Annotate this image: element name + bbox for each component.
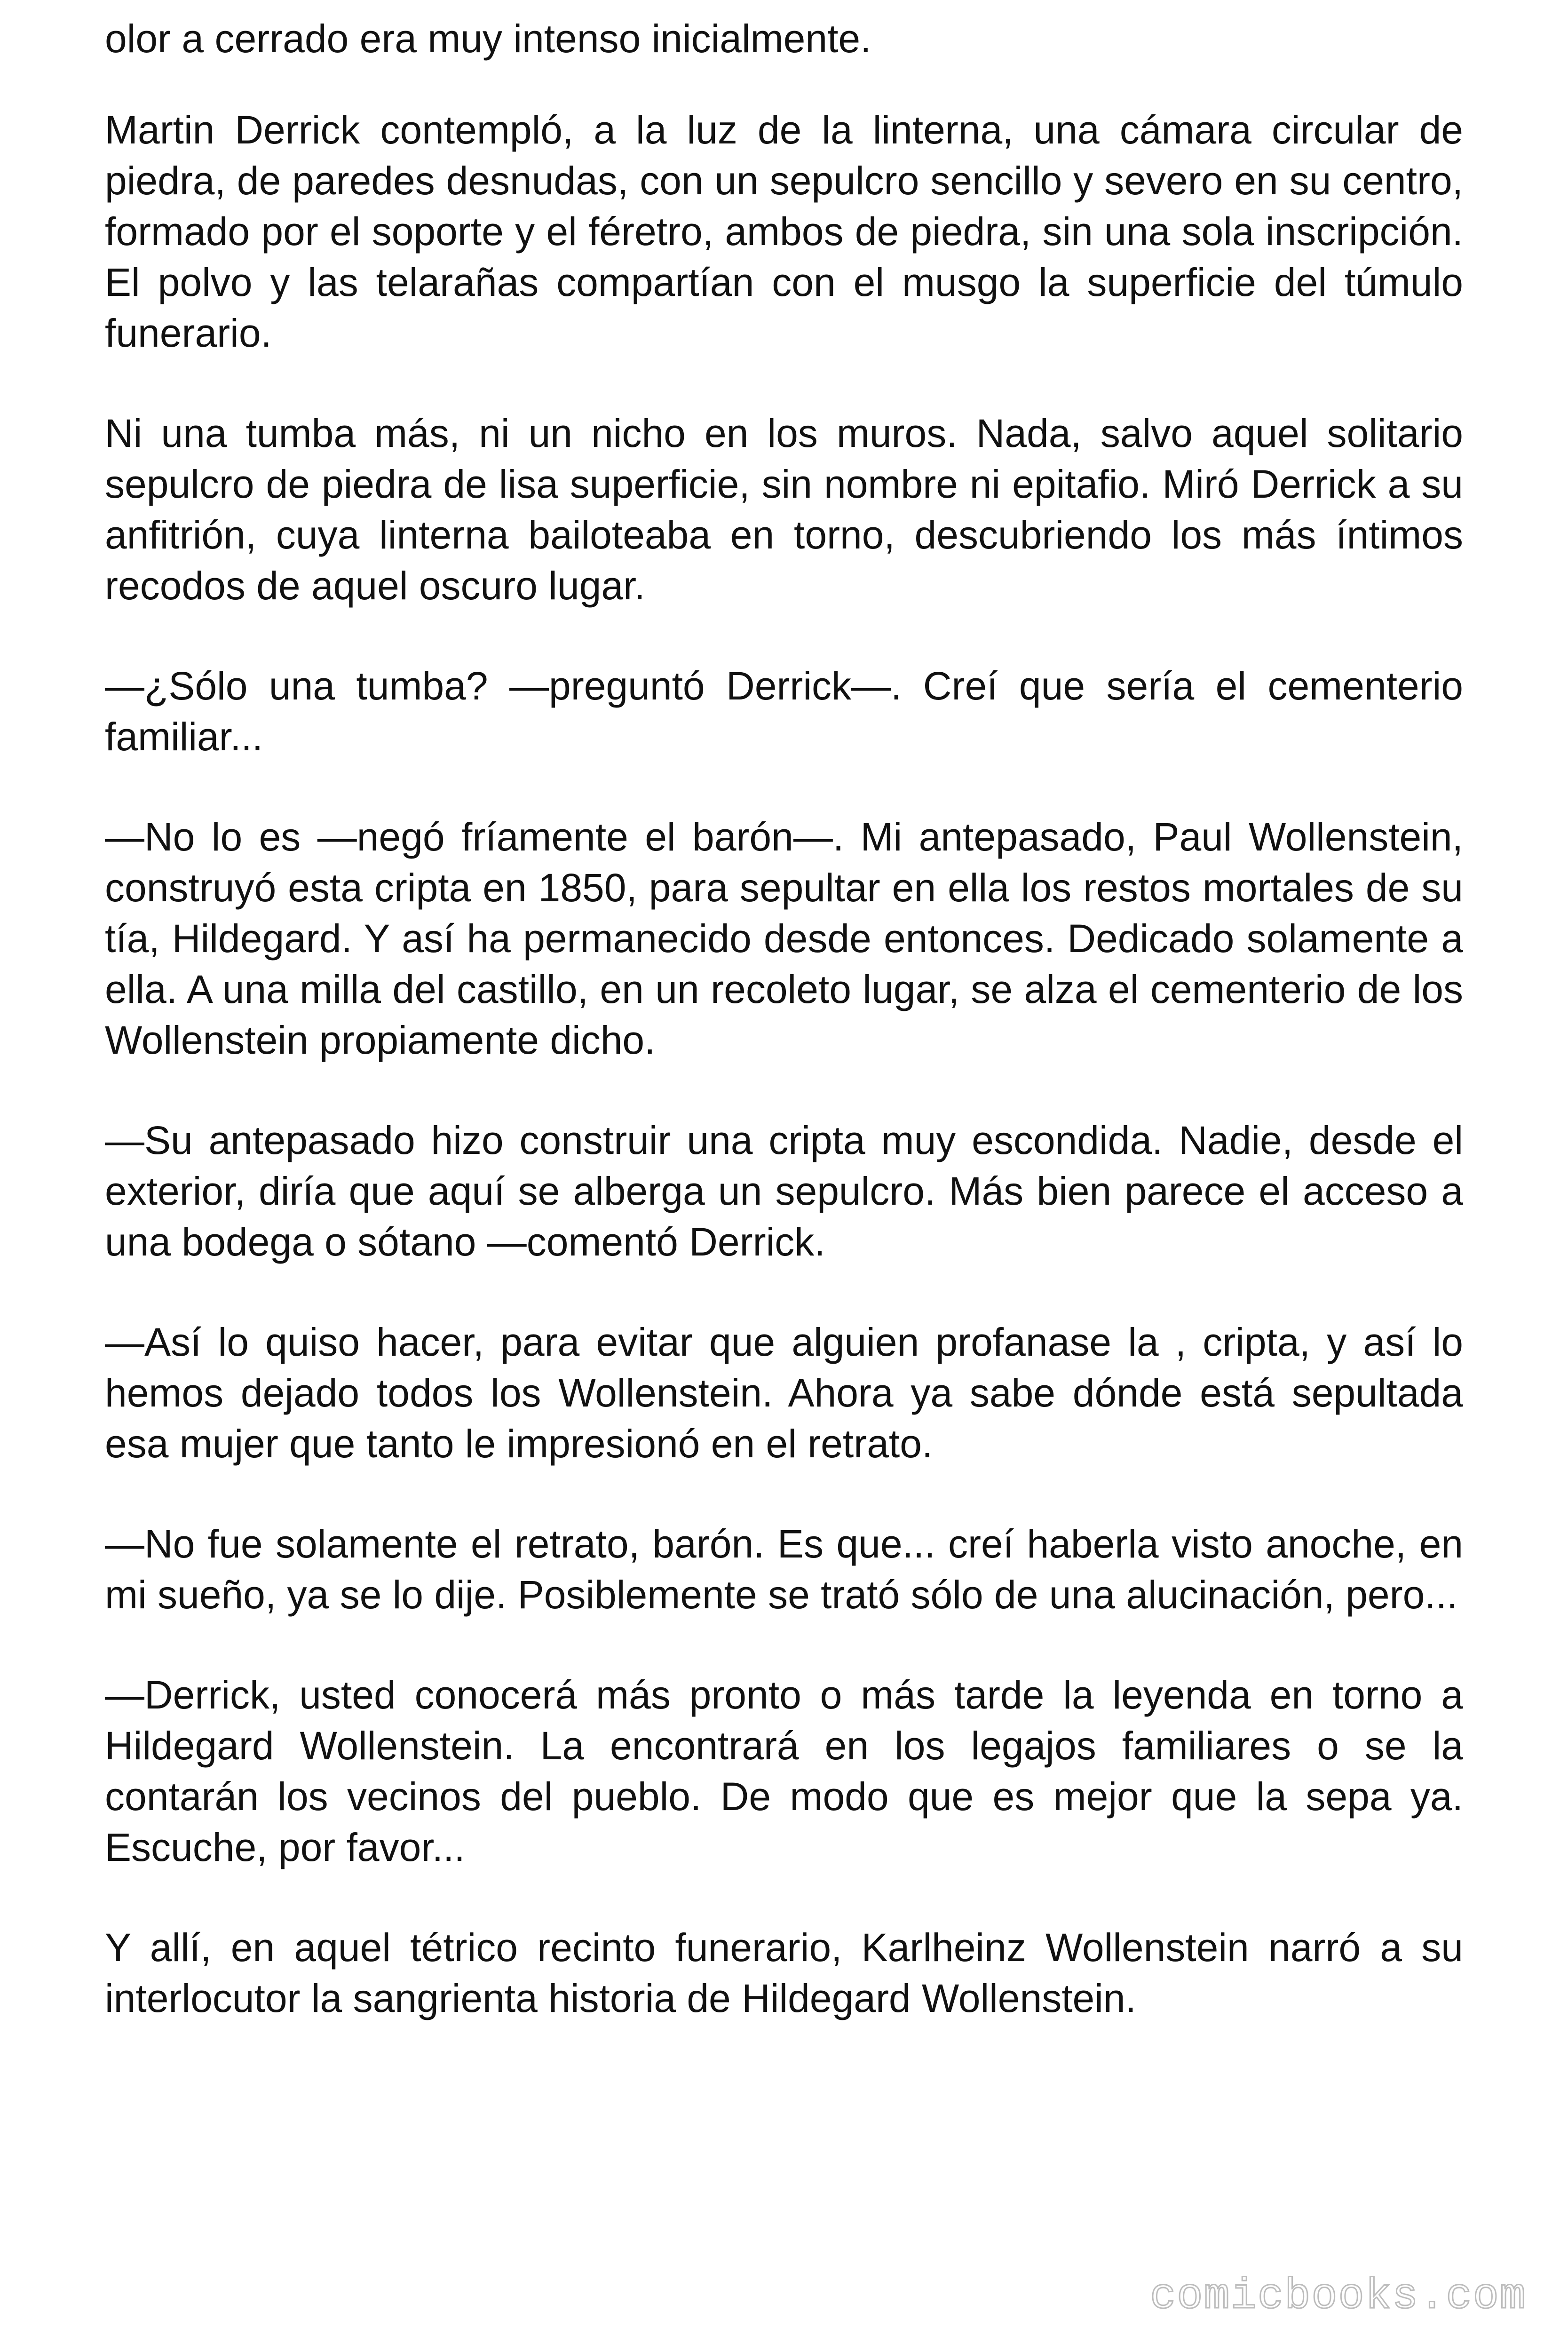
paragraph-9: —Derrick, usted conocerá más pronto o más tarde la leyenda en torno a Hildegard Wollenstein. La encontrará en los legajos familiares o se la contarán los vecinos del pueblo. De modo que es mejor que la sepa ya. Escuche, por favor... (105, 1673, 1463, 1869)
paragraph-8: —No fue solamente el retrato, barón. Es que... creí haberla visto anoche, en mi sueño, ya se lo dije. Posiblemente se trató sólo de una alucinación, pero... (105, 1522, 1463, 1617)
paragraph-10: Y allí, en aquel tétrico recinto funerario, Karlheinz Wollenstein narró a su interlocutor la sangrienta historia de Hildegard Wollenstein. (105, 1925, 1463, 2020)
document-page (105, 13, 1463, 2073)
paragraph-1: olor a cerrado era muy intenso inicialmente. (105, 16, 871, 61)
paragraph-4: —¿Sólo una tumba? —preguntó Derrick—. Creí que sería el cementerio familiar... (105, 664, 1463, 759)
paragraph-3: Ni una tumba más, ni un nicho en los muros. Nada, salvo aquel solitario sepulcro de piedra de lisa superficie, sin nombre ni epitafio. Miró Derrick a su anfitrión, cuya linterna bailoteaba en torno, descubriendo los más íntimos recodos de aquel oscuro lugar. (105, 411, 1463, 608)
watermark-text: comicbooks.com (1150, 2272, 1527, 2321)
paragraph-2: Martin Derrick contempló, a la luz de la linterna, una cámara circular de piedra, de paredes desnudas, con un sepulcro sencillo y severo en su centro, formado por el soporte y el féretro, ambos de piedra, sin una sola inscripción. El polvo y las telarañas compartían con el musgo la superficie del túmulo funerario. (105, 108, 1463, 355)
paragraph-7: —Así lo quiso hacer, para evitar que alguien profanase la , cripta, y así lo hemos dejado todos los Wollenstein. Ahora ya sabe dónde está sepultada esa mujer que tanto le impresionó en el retrato. (105, 1320, 1463, 1466)
paragraph-5: —No lo es —negó fríamente el barón—. Mi antepasado, Paul Wollenstein, construyó esta cripta en 1850, para sepultar en ella los restos mortales de su tía, Hildegard. Y así ha permanecido desde entonces. Dedicado solamente a ella. A una milla del castillo, en un recoleto lugar, se alza el cementerio de los Wollenstein propiamente dicho. (105, 815, 1463, 1062)
paragraph-6: —Su antepasado hizo construir una cripta muy escondida. Nadie, desde el exterior, diría que aquí se alberga un sepulcro. Más bien parece el acceso a una bodega o sótano —comentó Derrick. (105, 1118, 1463, 1264)
